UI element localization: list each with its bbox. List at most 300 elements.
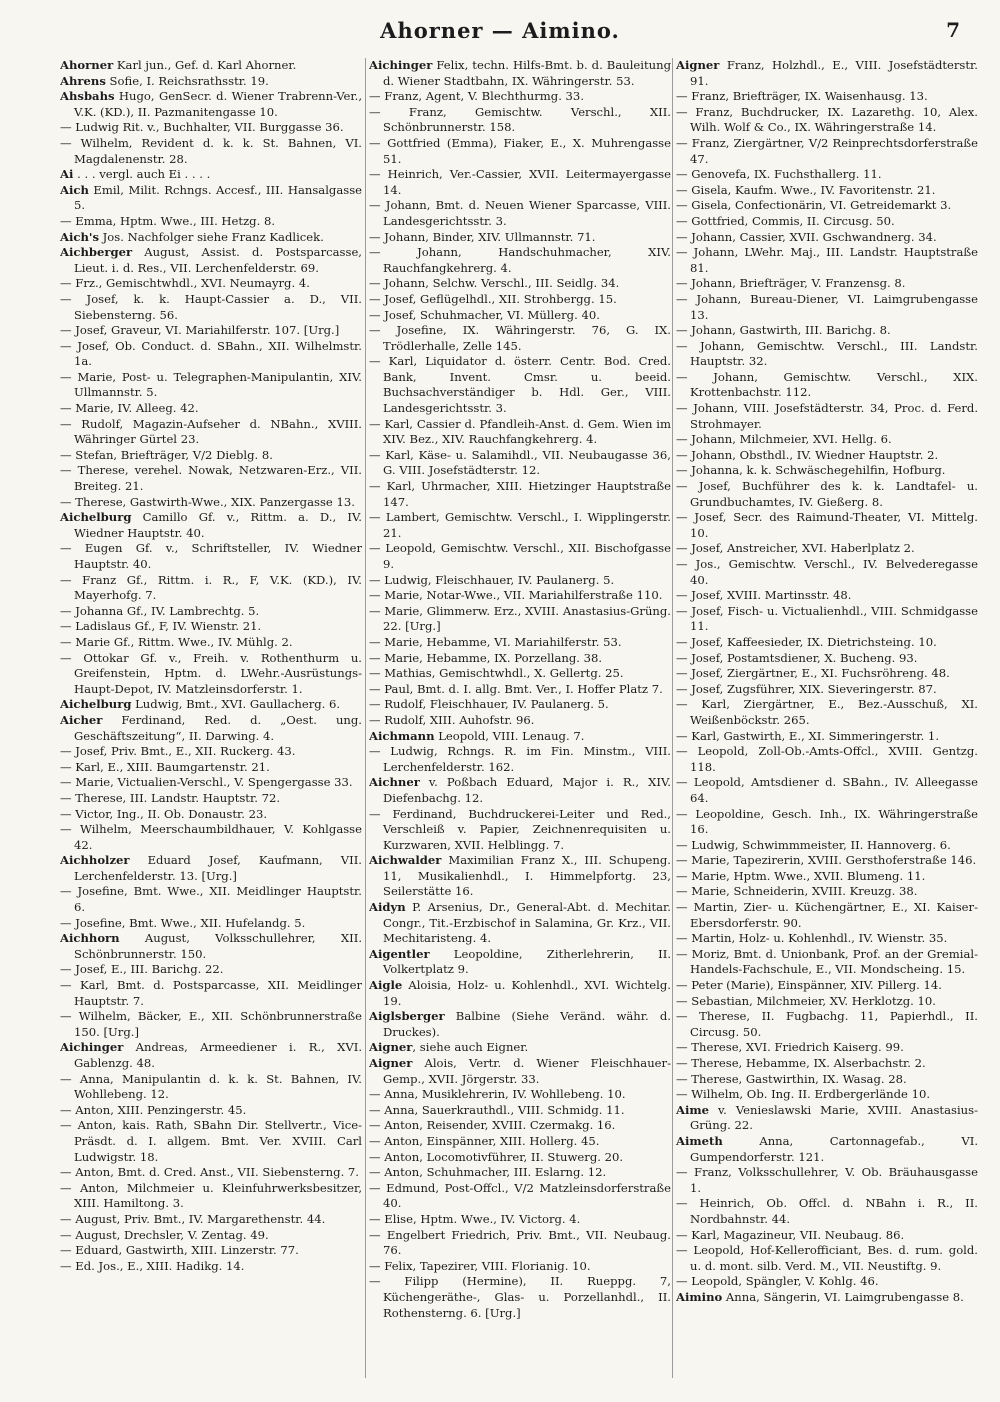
entry-text: — Franz, Ziergärtner, V/2 Reinprechtsdorferstraße 47. xyxy=(676,135,978,166)
entry-text: Leopold, VIII. Lenaug. 7. xyxy=(434,728,585,743)
entry-text: Leopoldine, Zitherlehrerin, II. Volkertplatz 9. xyxy=(383,946,671,977)
directory-entry xyxy=(60,744,362,760)
directory-entry xyxy=(60,962,362,978)
entry-text: — Karl, Magazineur, VII. Neubaug. 86. xyxy=(676,1227,905,1242)
entry-surname: Aicher xyxy=(60,712,103,727)
directory-entry xyxy=(60,1009,362,1040)
entry-text: — Karl, Bmt. d. Postsparcasse, XII. Meidlinger Hauptstr. 7. xyxy=(60,978,362,1008)
entry-text: — Ludwig, Fleischhauer, IV. Paulanerg. 5. xyxy=(369,572,615,587)
directory-entry xyxy=(369,167,671,198)
entry-text: — Leopold, Spängler, V. Kohlg. 46. xyxy=(676,1274,879,1289)
directory-entry xyxy=(676,167,978,183)
entry-text: — Josef, Zugsführer, XIX. Sieveringerstr. 87. xyxy=(676,681,937,696)
entry-text: — Anton, Locomotivführer, II. Stuwerg. 20. xyxy=(369,1149,624,1164)
entry-text: — Martin, Holz- u. Kohlenhdl., IV. Wienstr. 35. xyxy=(676,931,948,946)
directory-entry xyxy=(60,697,362,713)
directory-entry xyxy=(676,1290,978,1306)
entry-text: — Marie, Post- u. Telegraphen-Manipulantin, XIV. Ullmannstr. 5. xyxy=(60,369,362,400)
entry-text: Sofie, I. Reichsrathsstr. 19. xyxy=(105,73,269,88)
entry-text: — Karl, Uhrmacher, XIII. Hietzinger Hauptstraße 147. xyxy=(369,479,671,509)
entry-surname: Aichwalder xyxy=(369,853,442,868)
entry-text: — Karl, Cassier d. Pfandleih-Anst. d. Gem. Wien im XIV. Bez., XIV. Rauchfangkehrerg. 4. xyxy=(369,416,671,447)
directory-entry xyxy=(60,276,362,292)
directory-entry xyxy=(60,931,362,962)
directory-entry xyxy=(369,479,671,510)
directory-entry xyxy=(676,339,978,370)
entry-text: — Josef, Anstreicher, XVI. Haberlplatz 2. xyxy=(676,541,915,556)
column-rule xyxy=(672,58,673,1378)
directory-entry xyxy=(369,682,671,698)
entry-text: Balbine (Siehe Veränd. währ. d. Druckes). xyxy=(383,1009,671,1039)
directory-entry xyxy=(60,791,362,807)
directory-entry xyxy=(369,245,671,276)
directory-entry xyxy=(369,1228,671,1259)
directory-entry xyxy=(676,479,978,510)
directory-entry xyxy=(369,947,671,978)
directory-entry xyxy=(60,417,362,448)
directory-entry xyxy=(676,807,978,838)
entry-text: — Wilhelm, Bäcker, E., XII. Schönbrunnerstraße 150. [Urg.] xyxy=(60,1009,362,1039)
entry-text: — Therese, II. Fugbachg. 11, Papierhdl., II. Circusg. 50. xyxy=(676,1009,978,1039)
directory-entry xyxy=(60,1228,362,1244)
directory-entry xyxy=(369,308,671,324)
directory-entry xyxy=(676,510,978,541)
entry-surname: Aichhorn xyxy=(60,931,120,946)
entry-text: Ludwig, Bmt., XVI. Gaullacherg. 6. xyxy=(131,697,341,712)
directory-entry xyxy=(60,916,362,932)
entry-text: — Therese, XVI. Friedrich Kaiserg. 99. xyxy=(676,1040,904,1055)
columns-area xyxy=(60,58,978,1378)
entry-text: — Karl, Liquidator d. österr. Centr. Bod. Cred. Bank, Invent. Cmsr. u. beeid. Buchsachverständiger b. Hdl. Ger., VIII. Landesgerichtsstr. 3. xyxy=(369,354,671,416)
entry-text: — Therese, verehel. Nowak, Netzwaren-Erz., VII. Breiteg. 21. xyxy=(60,463,362,494)
entry-text: Aloisia, Holz- u. Kohlenhdl., XVI. Wichtelg. 19. xyxy=(383,978,671,1008)
directory-entry xyxy=(676,198,978,214)
entry-surname: Ahsbahs xyxy=(60,89,115,104)
entry-surname: Aichelburg xyxy=(60,510,132,525)
directory-entry xyxy=(60,1243,362,1259)
directory-entry xyxy=(60,635,362,651)
entry-text: — Marie, IV. Alleeg. 42. xyxy=(60,401,199,416)
entry-text: — Josef, Buchführer des k. k. Landtafel- u. Grundbuchamtes, IV. Gießerg. 8. xyxy=(676,479,978,509)
entry-text: Hugo, GenSecr. d. Wiener Trabrenn-Ver., V.K. (KD.), II. Pazmanitengasse 10. xyxy=(74,89,362,119)
entry-text: Anna, Sängerin, VI. Laimgrubengasse 8. xyxy=(722,1289,964,1304)
entry-text: — Johann, Selchw. Verschl., III. Seidlg. 34. xyxy=(369,276,620,291)
directory-entry xyxy=(676,1009,978,1040)
entry-text: . . . vergl. auch Ei . . . . xyxy=(73,167,211,182)
entry-text: — Johann, Obsthdl., IV. Wiedner Hauptstr. 2. xyxy=(676,447,939,462)
entry-text: — Johann, VIII. Josefstädterstr. 34, Proc. d. Ferd. Strohmayer. xyxy=(676,401,978,431)
directory-entry xyxy=(369,651,671,667)
entry-text: — Martin, Zier- u. Küchengärtner, E., XI. Kaiser-Ebersdorferstr. 90. xyxy=(676,900,978,930)
entry-surname: Aigner xyxy=(676,58,720,72)
directory-entry xyxy=(676,651,978,667)
directory-entry xyxy=(676,245,978,276)
directory-entry xyxy=(60,1259,362,1275)
directory-entry xyxy=(369,713,671,729)
directory-entry xyxy=(60,448,362,464)
directory-entry xyxy=(60,230,362,246)
directory-entry xyxy=(676,292,978,323)
entry-surname: Aimeth xyxy=(676,1133,723,1148)
entry-text: — Karl, Käse- u. Salamihdl., VII. Neubaugasse 36, G. VIII. Josefstädterstr. 12. xyxy=(369,447,671,478)
directory-entry xyxy=(60,760,362,776)
entry-text: — Anton, Reisender, XVIII. Czermakg. 16. xyxy=(369,1118,616,1133)
entry-text: — Josef, E., III. Barichg. 22. xyxy=(60,962,224,977)
directory-entry xyxy=(60,853,362,884)
directory-entry xyxy=(676,89,978,105)
entry-text: v. Poßbach Eduard, Major i. R., XIV. Diefenbachg. 12. xyxy=(383,775,671,805)
entry-text: — Franz, Buchdrucker, IX. Lazarethg. 10, Alex. Wilh. Wolf & Co., IX. Währingerstraße 14. xyxy=(676,104,978,135)
entry-text: — Ottokar Gf. v., Freih. v. Rothenthurm u. Greifenstein, Hptm. d. LWehr.-Ausrüstungs-Haupt-Depot, IV. Matzleinsdorferstr. 1. xyxy=(60,650,362,696)
directory-entry xyxy=(60,713,362,744)
directory-entry xyxy=(369,323,671,354)
directory-entry xyxy=(676,697,978,728)
directory-entry xyxy=(676,1056,978,1072)
entry-text: P. Arsenius, Dr., General-Abt. d. Mechitar. Congr., Tit.-Erzbischof in Salamina, Gr. Krz., VII. Mechitaristeng. 4. xyxy=(383,900,671,946)
entry-text: — Anton, Bmt. d. Cred. Anst., VII. Siebensterng. 7. xyxy=(60,1165,359,1180)
directory-entry xyxy=(676,1134,978,1165)
directory-entry xyxy=(369,853,671,900)
directory-entry xyxy=(369,604,671,635)
entry-text: Jos. Nachfolger siehe Franz Kadlicek. xyxy=(98,229,324,244)
entry-text: — Karl, Ziergärtner, E., Bez.-Ausschuß, XI. Weißenböckstr. 265. xyxy=(676,697,978,727)
directory-entry xyxy=(369,1181,671,1212)
directory-entry xyxy=(676,775,978,806)
entry-surname: Aigner xyxy=(369,1040,413,1055)
entry-text: — Marie, Notar-Wwe., VII. Mariahilferstraße 110. xyxy=(369,588,663,603)
directory-entry xyxy=(369,58,671,89)
entry-text: Andreas, Armeediener i. R., XVI. Gablenzg. 48. xyxy=(74,1040,362,1070)
entry-text: Franz, Holzhdl., E., VIII. Josefstädterstr. 91. xyxy=(690,58,978,88)
entry-text: — Rudolf, Magazin-Aufseher d. NBahn., XVIII. Währinger Gürtel 23. xyxy=(60,416,362,447)
directory-entry xyxy=(369,230,671,246)
entry-surname: Aichmann xyxy=(369,728,435,743)
directory-entry xyxy=(60,884,362,915)
entry-text: — Frz., Gemischtwhdl., XVI. Neumayrg. 4. xyxy=(60,276,310,291)
directory-entry xyxy=(60,339,362,370)
entry-text: August, Volksschullehrer, XII. Schönbrunnerstr. 150. xyxy=(74,931,362,961)
entry-text: — Heinrich, Ob. Offcl. d. NBahn i. R., II. Nordbahnstr. 44. xyxy=(676,1196,978,1226)
entry-text: — Johann, Gastwirth, III. Barichg. 8. xyxy=(676,323,891,338)
directory-entry xyxy=(676,463,978,479)
directory-entry xyxy=(369,136,671,167)
entry-text: — Johann, Binder, XIV. Ullmannstr. 71. xyxy=(369,229,596,244)
entry-text: — Rudolf, Fleischhauer, IV. Paulanerg. 5. xyxy=(369,697,609,712)
entry-text: — Marie, Schneiderin, XVIII. Kreuzg. 38. xyxy=(676,884,918,899)
entry-text: — Marie Gf., Rittm. Wwe., IV. Mühlg. 2. xyxy=(60,634,293,649)
directory-entry xyxy=(369,900,671,947)
entry-text: Felix, techn. Hilfs-Bmt. b. d. Bauleitung d. Wiener Stadtbahn, IX. Währingerstr. 53. xyxy=(383,58,671,88)
entry-text: — Josef, Secr. des Raimund-Theater, VI. Mittelg. 10. xyxy=(676,510,978,540)
directory-entry xyxy=(676,230,978,246)
entry-surname: Ahorner xyxy=(60,58,114,72)
directory-entry xyxy=(676,900,978,931)
entry-text: — Franz, Briefträger, IX. Waisenhausg. 13. xyxy=(676,89,928,104)
directory-entry xyxy=(60,807,362,823)
directory-entry xyxy=(60,183,362,214)
entry-text: — Lambert, Gemischtw. Verschl., I. Wipplingerstr. 21. xyxy=(369,510,671,540)
entry-text: — Franz, Agent, V. Blechthurmg. 33. xyxy=(369,89,584,104)
directory-entry xyxy=(60,245,362,276)
directory-entry xyxy=(369,105,671,136)
entry-text: — Johann, LWehr. Maj., III. Landstr. Hauptstraße 81. xyxy=(676,245,978,275)
entry-text: — Johann, Briefträger, V. Franzensg. 8. xyxy=(676,276,906,291)
entry-text: — Franz, Gemischtw. Verschl., XII. Schönbrunnerstr. 158. xyxy=(369,104,671,135)
directory-entry xyxy=(676,838,978,854)
entry-text: — Josef, Ob. Conduct. d. SBahn., XII. Wilhelmstr. 1a. xyxy=(60,338,362,369)
entry-text: v. Venieslawski Marie, XVIII. Anastasius-Grüng. 22. xyxy=(690,1102,978,1133)
directory-entry xyxy=(369,198,671,229)
entry-text: — Engelbert Friedrich, Priv. Bmt., VII. Neubaug. 76. xyxy=(369,1227,671,1258)
entry-text: — Jos., Gemischtw. Verschl., IV. Belvederegasse 40. xyxy=(676,557,978,587)
directory-entry xyxy=(676,744,978,775)
entry-surname: Aich xyxy=(60,182,89,197)
entry-text: — Josef, Priv. Bmt., E., XII. Ruckerg. 43. xyxy=(60,744,296,759)
directory-entry xyxy=(676,869,978,885)
directory-entry xyxy=(676,1040,978,1056)
directory-entry xyxy=(676,1165,978,1196)
directory-entry xyxy=(369,292,671,308)
directory-entry xyxy=(369,448,671,479)
directory-entry xyxy=(369,541,671,572)
directory-entry xyxy=(676,276,978,292)
directory-entry xyxy=(60,214,362,230)
entry-text: — Ludwig, Schwimmmeister, II. Hannoverg. 6. xyxy=(676,837,951,852)
entry-text: — Johann, Gemischtw. Verschl., XIX. Krottenbachstr. 112. xyxy=(676,369,978,400)
entry-surname: Aimino xyxy=(676,1289,723,1304)
entry-text: — Wilhelm, Meerschaumbildhauer, V. Kohlgasse 42. xyxy=(60,822,362,852)
entry-text: — Felix, Tapezirer, VIII. Florianig. 10. xyxy=(369,1258,591,1273)
entry-text: — August, Priv. Bmt., IV. Margarethenstr. 44. xyxy=(60,1211,326,1226)
directory-entry xyxy=(369,666,671,682)
directory-entry xyxy=(676,1103,978,1134)
column-1 xyxy=(60,58,362,1378)
directory-entry xyxy=(60,463,362,494)
entry-text: — Josefine, IX. Währingerstr. 76, G. IX. Trödlerhalle, Zelle 145. xyxy=(369,323,671,353)
entry-text: — Anton, XIII. Penzingerstr. 45. xyxy=(60,1102,247,1117)
directory-entry xyxy=(369,1150,671,1166)
entry-surname: Aigner xyxy=(369,1056,413,1070)
entry-text: — Victor, Ing., II. Ob. Donaustr. 23. xyxy=(60,806,268,821)
directory-entry xyxy=(60,1072,362,1103)
entry-surname: Aichner xyxy=(369,775,420,790)
directory-entry xyxy=(369,729,671,745)
directory-entry xyxy=(60,604,362,620)
directory-entry xyxy=(369,89,671,105)
column-3 xyxy=(676,58,978,1378)
entry-text: — Marie, Hebamme, VI. Mariahilferstr. 53. xyxy=(369,634,622,649)
directory-entry xyxy=(676,682,978,698)
directory-entry xyxy=(60,1040,362,1071)
directory-entry xyxy=(60,619,362,635)
entry-text: — Marie, Tapezirerin, XVIII. Gersthoferstraße 146. xyxy=(676,853,977,868)
directory-entry xyxy=(676,1072,978,1088)
entry-text: — Josef, XVIII. Martinsstr. 48. xyxy=(676,588,852,603)
directory-entry xyxy=(369,1009,671,1040)
directory-entry xyxy=(369,1212,671,1228)
directory-entry xyxy=(369,573,671,589)
entry-text: — Johann, Cassier, XVII. Gschwandnerg. 34. xyxy=(676,229,937,244)
directory-entry xyxy=(60,573,362,604)
directory-entry xyxy=(369,1134,671,1150)
directory-entry xyxy=(369,510,671,541)
directory-entry xyxy=(676,448,978,464)
directory-entry xyxy=(369,807,671,854)
entry-text: — Mathias, Gemischtwhdl., X. Gellertg. 25. xyxy=(369,666,624,681)
directory-entry xyxy=(60,978,362,1009)
entry-text: — Anna, Sauerkrauthdl., VIII. Schmidg. 11. xyxy=(369,1102,625,1117)
directory-entry xyxy=(676,214,978,230)
directory-entry xyxy=(60,822,362,853)
entry-text: — Sebastian, Milchmeier, XV. Herklotzg. 10. xyxy=(676,993,936,1008)
entry-text: — Genovefa, IX. Fuchsthallerg. 11. xyxy=(676,167,882,182)
entry-text: — Josef, Fisch- u. Victualienhdl., VIII. Schmidgasse 11. xyxy=(676,603,978,634)
entry-text: August, Assist. d. Postsparcasse, Lieut. i. d. Res., VII. Lerchenfelderstr. 69. xyxy=(74,245,362,275)
entry-text: — Karl, Gastwirth, E., XI. Simmeringerstr. 1. xyxy=(676,728,939,743)
directory-entry xyxy=(676,604,978,635)
entry-text: — Karl, E., XIII. Baumgartenstr. 21. xyxy=(60,759,270,774)
entry-text: Karl jun., Gef. d. Karl Ahorner. xyxy=(113,58,297,72)
directory-entry xyxy=(676,1274,978,1290)
directory-entry xyxy=(60,74,362,90)
entry-text: — Therese, III. Landstr. Hauptstr. 72. xyxy=(60,790,281,805)
directory-entry xyxy=(676,1196,978,1227)
entry-text: — Ed. Jos., E., XIII. Hadikg. 14. xyxy=(60,1258,245,1273)
entry-text: — Wilhelm, Revident d. k. k. St. Bahnen, VI. Magdalenenstr. 28. xyxy=(60,135,362,166)
entry-text: — Johanna, k. k. Schwäschegehilfin, Hofburg. xyxy=(676,463,946,478)
entry-text: — Eduard, Gastwirth, XIII. Linzerstr. 77. xyxy=(60,1243,299,1258)
entry-surname: Aichinger xyxy=(60,1040,124,1055)
directory-entry xyxy=(369,635,671,651)
entry-text: — Gottfried, Commis, II. Circusg. 50. xyxy=(676,213,895,228)
directory-entry xyxy=(676,58,978,89)
entry-text: — Ludwig Rit. v., Buchhalter, VII. Burggasse 36. xyxy=(60,120,344,135)
directory-entry xyxy=(676,557,978,588)
directory-entry xyxy=(60,1103,362,1119)
entry-text: — Franz, Volksschullehrer, V. Ob. Bräuhausgasse 1. xyxy=(676,1165,978,1195)
directory-entry xyxy=(676,994,978,1010)
entry-text: — Eugen Gf. v., Schriftsteller, IV. Wiedner Hauptstr. 40. xyxy=(60,541,362,571)
directory-entry xyxy=(369,354,671,416)
entry-text: — Leopold, Hof-Kellerofficiant, Bes. d. rum. gold. u. d. mont. silb. Verd. M., VII. Neustiftg. 9. xyxy=(676,1243,978,1273)
entry-text: — Ferdinand, Buchdruckerei-Leiter und Red., Verschleiß v. Papier, Zeichnenrequisiten u. Kurzwaren, XVII. Helblingg. 7. xyxy=(369,806,671,852)
entry-text: — Marie, Glimmerw. Erz., XVIII. Anastasius-Grüng. 22. [Urg.] xyxy=(369,603,671,634)
entry-text: Emil, Milit. Rchngs. Accesf., III. Hansalgasse 5. xyxy=(74,182,362,213)
entry-text: — Therese, Gastwirth-Wwe., XIX. Panzergasse 13. xyxy=(60,494,355,509)
page-header xyxy=(0,18,1000,58)
entry-surname: Aichholzer xyxy=(60,853,130,868)
entry-text: — Anton, Schuhmacher, III. Eslarng. 12. xyxy=(369,1165,607,1180)
directory-entry xyxy=(369,1259,671,1275)
entry-surname: Aichberger xyxy=(60,245,133,260)
entry-text: Maximilian Franz X., III. Schupeng. 11, Musikalienhdl., I. Himmelpfortg. 23, Seilerstätte 16. xyxy=(383,853,671,899)
entry-text: — Josefine, Bmt. Wwe., XII. Meidlinger Hauptstr. 6. xyxy=(60,884,362,915)
entry-text: — Marie, Victualien-Verschl., V. Spengergasse 33. xyxy=(60,775,353,790)
directory-entry xyxy=(676,432,978,448)
entry-text: — Rudolf, XIII. Auhofstr. 96. xyxy=(369,712,535,727)
entry-text: — Gottfried (Emma), Fiaker, E., X. Muhrengasse 51. xyxy=(369,135,671,166)
entry-surname: Aich's xyxy=(60,229,99,244)
entry-text: Eduard Josef, Kaufmann, VII. Lerchenfelderstr. 13. [Urg.] xyxy=(74,853,362,883)
directory-entry xyxy=(676,947,978,978)
entry-surname: Aigentler xyxy=(369,946,430,961)
entry-text: — Marie, Hebamme, IX. Porzellang. 38. xyxy=(369,650,603,665)
entry-surname: Aiglsberger xyxy=(369,1009,445,1024)
column-rule xyxy=(365,58,366,1378)
directory-entry xyxy=(369,1165,671,1181)
entry-text: — Therese, Hebamme, IX. Alserbachstr. 2. xyxy=(676,1056,926,1070)
entry-text: — Johann, Bmt. d. Neuen Wiener Sparcasse, VIII. Landesgerichtsstr. 3. xyxy=(369,198,671,228)
directory-entry xyxy=(369,1118,671,1134)
directory-entry xyxy=(369,744,671,775)
directory-entry xyxy=(369,276,671,292)
entry-text: — Anton, Einspänner, XIII. Hollerg. 45. xyxy=(369,1133,600,1148)
directory-entry xyxy=(369,1103,671,1119)
entry-text: , siehe auch Eigner. xyxy=(412,1040,529,1055)
directory-entry xyxy=(676,635,978,651)
entry-text: — Gisela, Kaufm. Wwe., IV. Favoritenstr. 21. xyxy=(676,182,936,197)
entry-text: — Leopold, Gemischtw. Verschl., XII. Bischofgasse 9. xyxy=(369,541,671,571)
directory-entry xyxy=(369,417,671,448)
entry-text: — Paul, Bmt. d. I. allg. Bmt. Ver., I. Hoffer Platz 7. xyxy=(369,681,663,696)
entry-text: Anna, Cartonnagefab., VI. Gumpendorferstr. 121. xyxy=(690,1133,978,1164)
entry-text: — Josef, Ziergärtner, E., XI. Fuchsröhreng. 48. xyxy=(676,666,950,681)
entry-text: — Stefan, Briefträger, V/2 Dieblg. 8. xyxy=(60,447,273,462)
directory-entry xyxy=(369,1056,671,1087)
entry-text: — Gisela, Confectionärin, VI. Getreidemarkt 3. xyxy=(676,198,952,213)
directory-entry xyxy=(369,978,671,1009)
entry-surname: Ai xyxy=(60,167,74,182)
directory-entry xyxy=(676,1228,978,1244)
entry-text: — Franz Gf., Rittm. i. R., F, V.K. (KD.), IV. Mayerhofg. 7. xyxy=(60,572,362,603)
page-number: 7 xyxy=(946,18,960,42)
directory-entry xyxy=(676,323,978,339)
directory-entry xyxy=(60,89,362,120)
entry-text: — Ludwig, Rchngs. R. im Fin. Minstm., VIII. Lerchenfelderstr. 162. xyxy=(369,744,671,774)
entry-text: — Johann, Milchmeier, XVI. Hellg. 6. xyxy=(676,432,892,447)
entry-text: — Peter (Marie), Einspänner, XIV. Pillerg. 14. xyxy=(676,978,942,993)
entry-text: — Josef, Geflügelhdl., XII. Strohbergg. 15. xyxy=(369,291,617,306)
directory-entry xyxy=(676,666,978,682)
entry-text: — Leopold, Amtsdiener d. SBahn., IV. Alleegasse 64. xyxy=(676,775,978,805)
entry-text: — Filipp (Hermine), II. Rueppg. 7, Küchengeräthe-, Glas- u. Porzellanhdl., II. Rothensterng. 6. [Urg.] xyxy=(369,1274,671,1320)
directory-entry xyxy=(676,183,978,199)
directory-entry xyxy=(60,1181,362,1212)
directory-entry xyxy=(676,105,978,136)
entry-text: — Emma, Hptm. Wwe., III. Hetzg. 8. xyxy=(60,213,276,228)
entry-surname: Aichinger xyxy=(369,58,433,72)
entry-text: — Anton, Milchmeier u. Kleinfuhrwerksbesitzer, XIII. Hamiltong. 3. xyxy=(60,1180,362,1211)
entry-text: — Edmund, Post-Offcl., V/2 Matzleinsdorferstraße 40. xyxy=(369,1180,671,1211)
entry-text: — Johanna Gf., IV. Lambrechtg. 5. xyxy=(60,603,260,618)
directory-entry xyxy=(369,1087,671,1103)
directory-entry xyxy=(60,1165,362,1181)
directory-entry xyxy=(676,931,978,947)
directory-entry xyxy=(60,401,362,417)
entry-text: — Leopoldine, Gesch. Inh., IX. Währingerstraße 16. xyxy=(676,806,978,837)
entry-text: — Anna, Manipulantin d. k. k. St. Bahnen, IV. Wohllebeng. 12. xyxy=(60,1071,362,1102)
entry-text: — Josef, Kaffeesieder, IX. Dietrichsteing. 10. xyxy=(676,634,937,649)
entry-surname: Aime xyxy=(676,1102,710,1117)
entry-text: — Johann, Handschuhmacher, XIV. Rauchfangkehrerg. 4. xyxy=(369,245,671,275)
directory-entry xyxy=(60,58,362,74)
entry-text: — Anna, Musiklehrerin, IV. Wohllebeng. 10. xyxy=(369,1087,626,1102)
entry-text: Camillo Gf. v., Rittm. a. D., IV. Wiedner Hauptstr. 40. xyxy=(74,510,362,540)
entry-surname: Aigle xyxy=(369,978,403,993)
entry-text: — Josef, k. k. Haupt-Cassier a. D., VII. Siebensterng. 56. xyxy=(60,291,362,322)
column-2 xyxy=(369,58,671,1378)
directory-entry xyxy=(676,136,978,167)
